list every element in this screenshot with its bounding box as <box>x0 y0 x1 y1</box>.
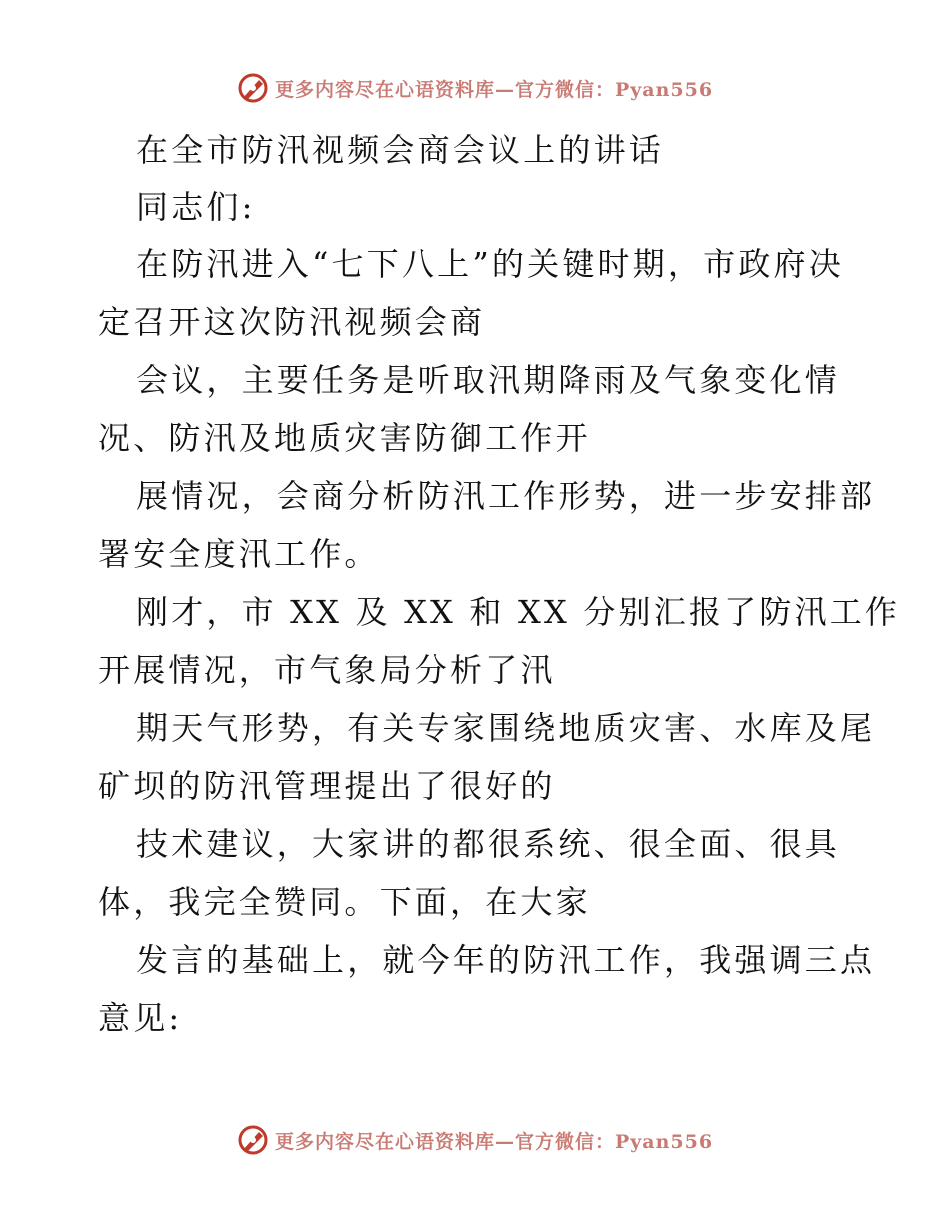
watermark-text: 更多内容尽在心语资料库—官方微信：Pyan556 <box>274 1130 714 1153</box>
paragraph-line: 意见: <box>98 999 183 1037</box>
paragraph-line: 会议，主要任务是听取汛期降雨及气象变化情 <box>136 361 841 399</box>
watermark-text: 更多内容尽在心语资料库—官方微信：Pyan556 <box>274 78 714 101</box>
paragraph-line: 定召开这次防汛视频会商 <box>98 303 486 341</box>
paragraph-line: 况、防汛及地质灾害防御工作开 <box>98 419 591 457</box>
paragraph-line: 开展情况，市气象局分析了汛 <box>98 651 556 689</box>
paragraph-line: 体，我完全赞同。下面，在大家 <box>98 883 591 921</box>
paragraph-line: 署安全度汛工作。 <box>98 535 380 573</box>
header-watermark <box>0 72 950 104</box>
paragraph-line: 展情况，会商分析防汛工作形势，进一步安排部 <box>136 477 876 515</box>
document-title: 在全市防汛视频会商会议上的讲话 <box>136 131 665 169</box>
paragraph-line: 刚才，市 XX 及 XX 和 XX 分别汇报了防汛工作 <box>136 593 901 631</box>
footer-watermark <box>0 1124 950 1156</box>
brand-logo-icon <box>237 1124 269 1156</box>
brand-logo-icon <box>237 72 269 104</box>
paragraph-line: 期天气形势，有关专家围绕地质灾害、水库及尾 <box>136 709 876 747</box>
paragraph-line: 在防汛进入“七下八上”的关键时期，市政府决 <box>136 245 844 283</box>
paragraph-line: 技术建议，大家讲的都很系统、很全面、很具 <box>136 825 841 863</box>
paragraph-line: 发言的基础上，就今年的防汛工作，我强调三点 <box>136 941 876 979</box>
paragraph-line: 矿坝的防汛管理提出了很好的 <box>98 767 556 805</box>
salutation: 同志们: <box>136 188 256 226</box>
